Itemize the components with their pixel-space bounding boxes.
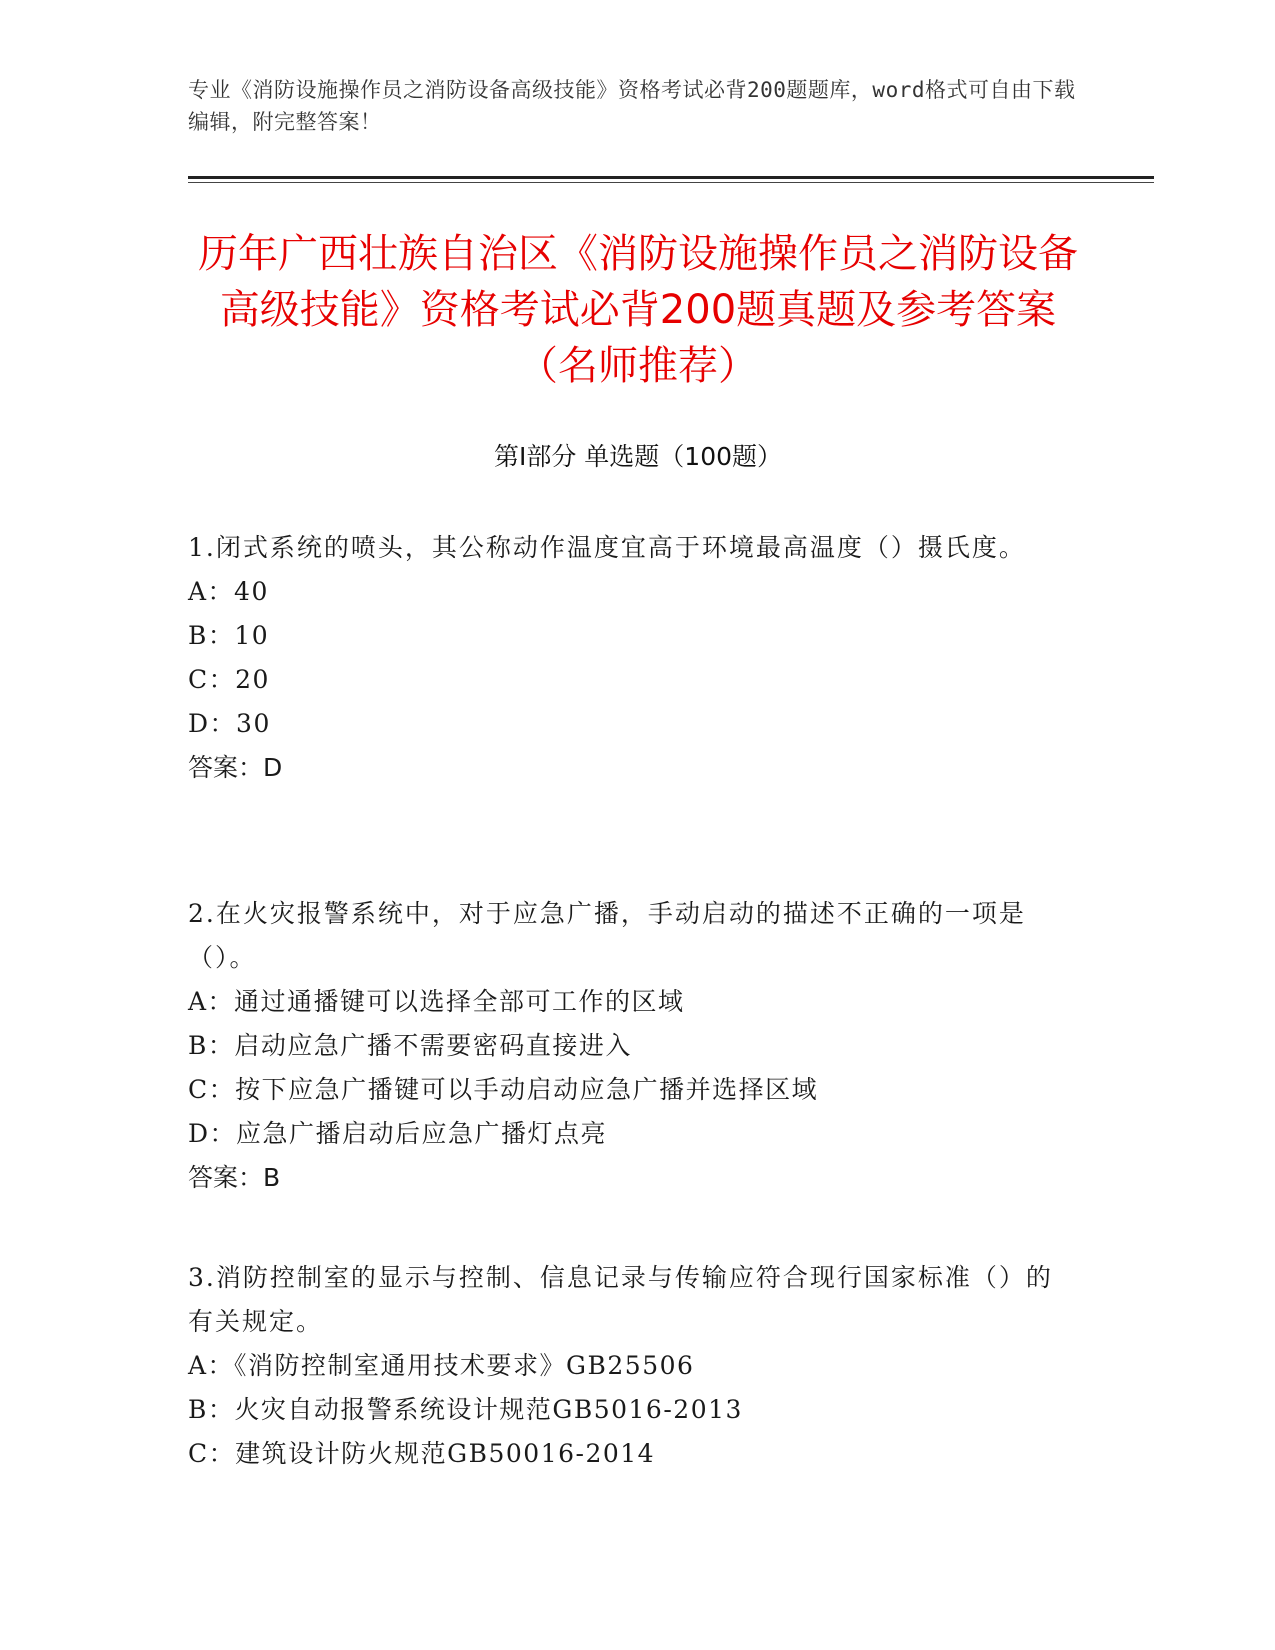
option-a: A：《消防控制室通用技术要求》GB25506 [188,1351,695,1380]
question-3 [188,1256,1068,1476]
question-stem: 3.消防控制室的显示与控制、信息记录与传输应符合现行国家标准（）的有关规定。 [188,1263,1053,1336]
answer: 答案：D [188,753,283,782]
option-b: B：10 [188,621,270,650]
header-divider-thick [188,176,1154,179]
option-a: A：通过通播键可以选择全部可工作的区域 [188,987,685,1016]
option-b: B：启动应急广播不需要密码直接进入 [188,1031,632,1060]
document-title: 历年广西壮族自治区《消防设施操作员之消防设备高级技能》资格考试必背200题真题及参考答案（名师推荐） [198,231,1078,389]
answer: 答案：B [188,1163,281,1192]
question-2 [188,892,1068,1200]
section-heading: 第Ⅰ部分 单选题（100题） [493,442,783,471]
header-divider-thin [188,182,1154,183]
option-d: D：应急广播启动后应急广播灯点亮 [188,1119,608,1148]
option-a: A：40 [188,577,269,606]
question-1 [188,526,1068,790]
option-c: C：建筑设计防火规范GB50016-2014 [188,1439,656,1468]
option-c: C：按下应急广播键可以手动启动应急广播并选择区域 [188,1075,819,1104]
question-stem: 2.在火灾报警系统中，对于应急广播，手动启动的描述不正确的一项是（）。 [188,899,1026,972]
option-c: C：20 [188,665,270,694]
header-note: 专业《消防设施操作员之消防设备高级技能》资格考试必背200题题库，word格式可自由下载编辑，附完整答案！ [188,78,1076,134]
option-d: D：30 [188,709,271,738]
question-stem: 1.闭式系统的喷头，其公称动作温度宜高于环境最高温度（）摄氏度。 [188,533,1026,562]
option-b: B：火灾自动报警系统设计规范GB5016-2013 [188,1395,743,1424]
